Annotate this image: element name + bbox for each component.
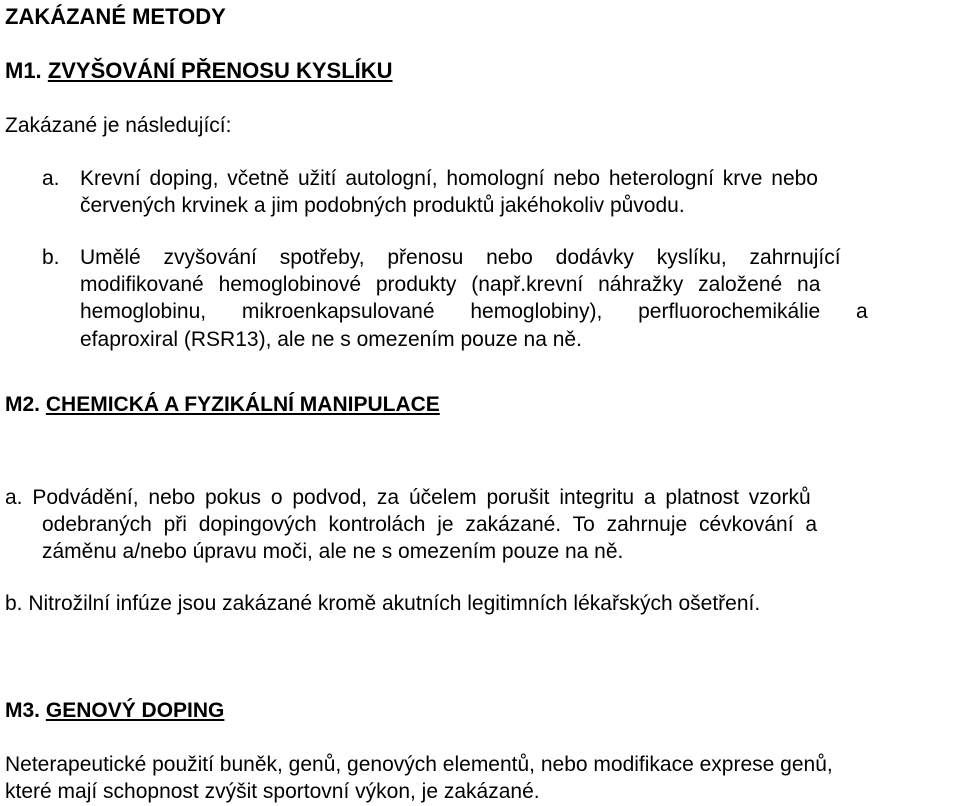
m1-item-b-line4: efaproxiral (RSR13), ale ne s omezením pouze na ně.	[80, 328, 582, 351]
m2-item-b-line1: b. Nitrožilní infúze jsou zakázané kromě akutních legitimních lékařských ošetření.	[5, 592, 761, 615]
m3-line2: které mají schopnost zvýšit sportovní výkon, je zakázané.	[5, 780, 540, 803]
section-m2-title: CHEMICKÁ A FYZIKÁLNÍ MANIPULACE	[45, 393, 440, 416]
section-m1-number: M1.	[5, 58, 42, 83]
section-m2-number: M2.	[5, 393, 41, 416]
page-title: ZAKÁZANÉ METODY	[5, 4, 226, 29]
section-m1-heading	[5, 58, 393, 84]
section-m3-title: GENOVÝ DOPING	[45, 699, 225, 722]
m2-item-a-line3: záměnu a/nebo úpravu moči, ale ne s omezením pouze na ně.	[42, 540, 624, 563]
m1-item-b-letter: b.	[42, 246, 60, 269]
m1-item-a-letter: a.	[42, 167, 60, 190]
section-m2-heading	[5, 392, 440, 418]
m1-item-b-line2: modifikované hemoglobinové produkty (např.krevní náhražky založené na	[80, 273, 821, 296]
m3-line1: Neterapeutické použití buněk, genů, genových elementů, nebo modifikace exprese genů,	[5, 753, 833, 776]
m1-item-b-line1: Umělé zvyšování spotřeby, přenosu nebo dodávky kyslíku, zahrnující	[80, 246, 841, 269]
m1-intro: Zakázané je následující:	[5, 114, 232, 137]
m1-item-b-line3: hemoglobinu, mikroenkapsulované hemoglobiny), perfluorochemikálie a	[80, 300, 868, 323]
section-m1-title: ZVYŠOVÁNÍ PŘENOSU KYSLÍKU	[47, 58, 393, 83]
m2-item-a-line2: odebraných při dopingových kontrolách je zakázané. To zahrnuje cévkování a	[42, 513, 818, 536]
section-m3-number: M3.	[5, 699, 41, 722]
m1-item-a-line1	[80, 166, 952, 192]
m1-item-a-text1: Krevní doping, včetně užití autologní, homologní nebo heterologní krve nebo	[80, 167, 818, 190]
m1-item-a-line2: červených krvinek a jim podobných produktů jakéhokoliv původu.	[80, 194, 685, 217]
m2-item-a-line1: a. Podvádění, nebo pokus o podvod, za účelem porušit integritu a platnost vzorků	[5, 486, 811, 509]
section-m3-heading	[5, 698, 224, 724]
